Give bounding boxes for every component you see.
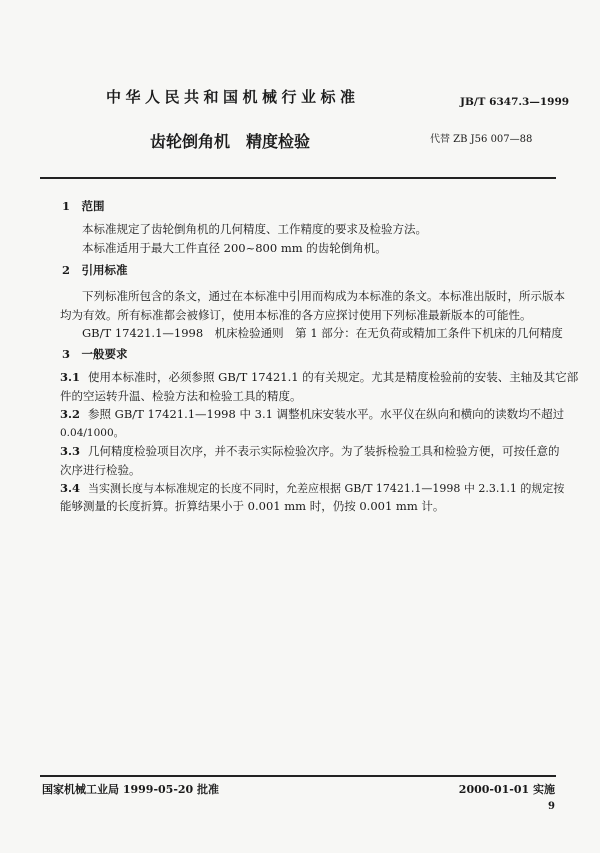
- section-2-line: 均为有效。所有标准都会被修订，使用本标准的各方应探讨使用下列标准最新版本的可能性。: [60, 308, 532, 322]
- clause-line: 使用本标准时，必须参照 GB/T 17421.1 的有关规定。尤其是精度检验前的安装、主轴及其它部: [88, 370, 579, 384]
- document-title: 齿轮倒角机 精度检验: [150, 132, 311, 151]
- clause-line: 几何精度检验项目次序，并不表示实际检验次序。为了装拆检验工具和检验方便，可按任意的: [88, 444, 560, 458]
- section-1-line: 本标准规定了齿轮倒角机的几何精度、工作精度的要求及检验方法。: [82, 222, 427, 236]
- page-number: 9: [548, 801, 555, 812]
- section-1-heading: 1 范围: [62, 199, 105, 213]
- clause-number: 3.4: [60, 481, 81, 495]
- clause-number: 3.2: [60, 407, 81, 421]
- clause-line: 件的空运转升温、检验方法和检验工具的精度。: [60, 389, 302, 403]
- header-rule: [40, 177, 556, 179]
- section-1-line: 本标准适用于最大工件直径 200~800 mm 的齿轮倒角机。: [82, 241, 387, 255]
- clause-line: 当实测长度与本标准规定的长度不同时，允差应根据 GB/T 17421.1—1998 中 2.3.1.1 的规定按: [88, 482, 565, 495]
- referenced-standard: GB/T 17421.1—1998 机床检验通则 第 1 部分：在无负荷或精加工条件下机床的几何精度: [82, 326, 563, 340]
- section-2-line: 下列标准所包含的条文，通过在本标准中引用而构成为本标准的条文。本标准出版时，所示版本: [82, 289, 565, 303]
- clause-line: 参照 GB/T 17421.1—1998 中 3.1 调整机床安装水平。水平仪在纵向和横向的读数均不超过: [88, 407, 565, 421]
- org-title: 中华人民共和国机械行业标准: [106, 88, 360, 106]
- clause-line: 次序进行检验。: [60, 463, 141, 477]
- clause-number: 3.1: [60, 370, 81, 384]
- effective-date: 2000-01-01 实施: [458, 783, 555, 796]
- section-2-heading: 2 引用标准: [62, 263, 128, 277]
- clause-line: 0.04/1000。: [60, 427, 125, 439]
- clause-line: 能够测量的长度折算。折算结果小于 0.001 mm 时，仍按 0.001 mm 计。: [60, 499, 445, 513]
- standard-number: JB/T 6347.3—1999: [460, 96, 570, 108]
- replaces-note: 代替 ZB J56 007—88: [430, 134, 533, 145]
- section-3-heading: 3 一般要求: [62, 347, 128, 361]
- footer-rule: [40, 775, 556, 777]
- clause-number: 3.3: [60, 444, 81, 458]
- approval-note: 国家机械工业局 1999-05-20 批准: [42, 783, 220, 796]
